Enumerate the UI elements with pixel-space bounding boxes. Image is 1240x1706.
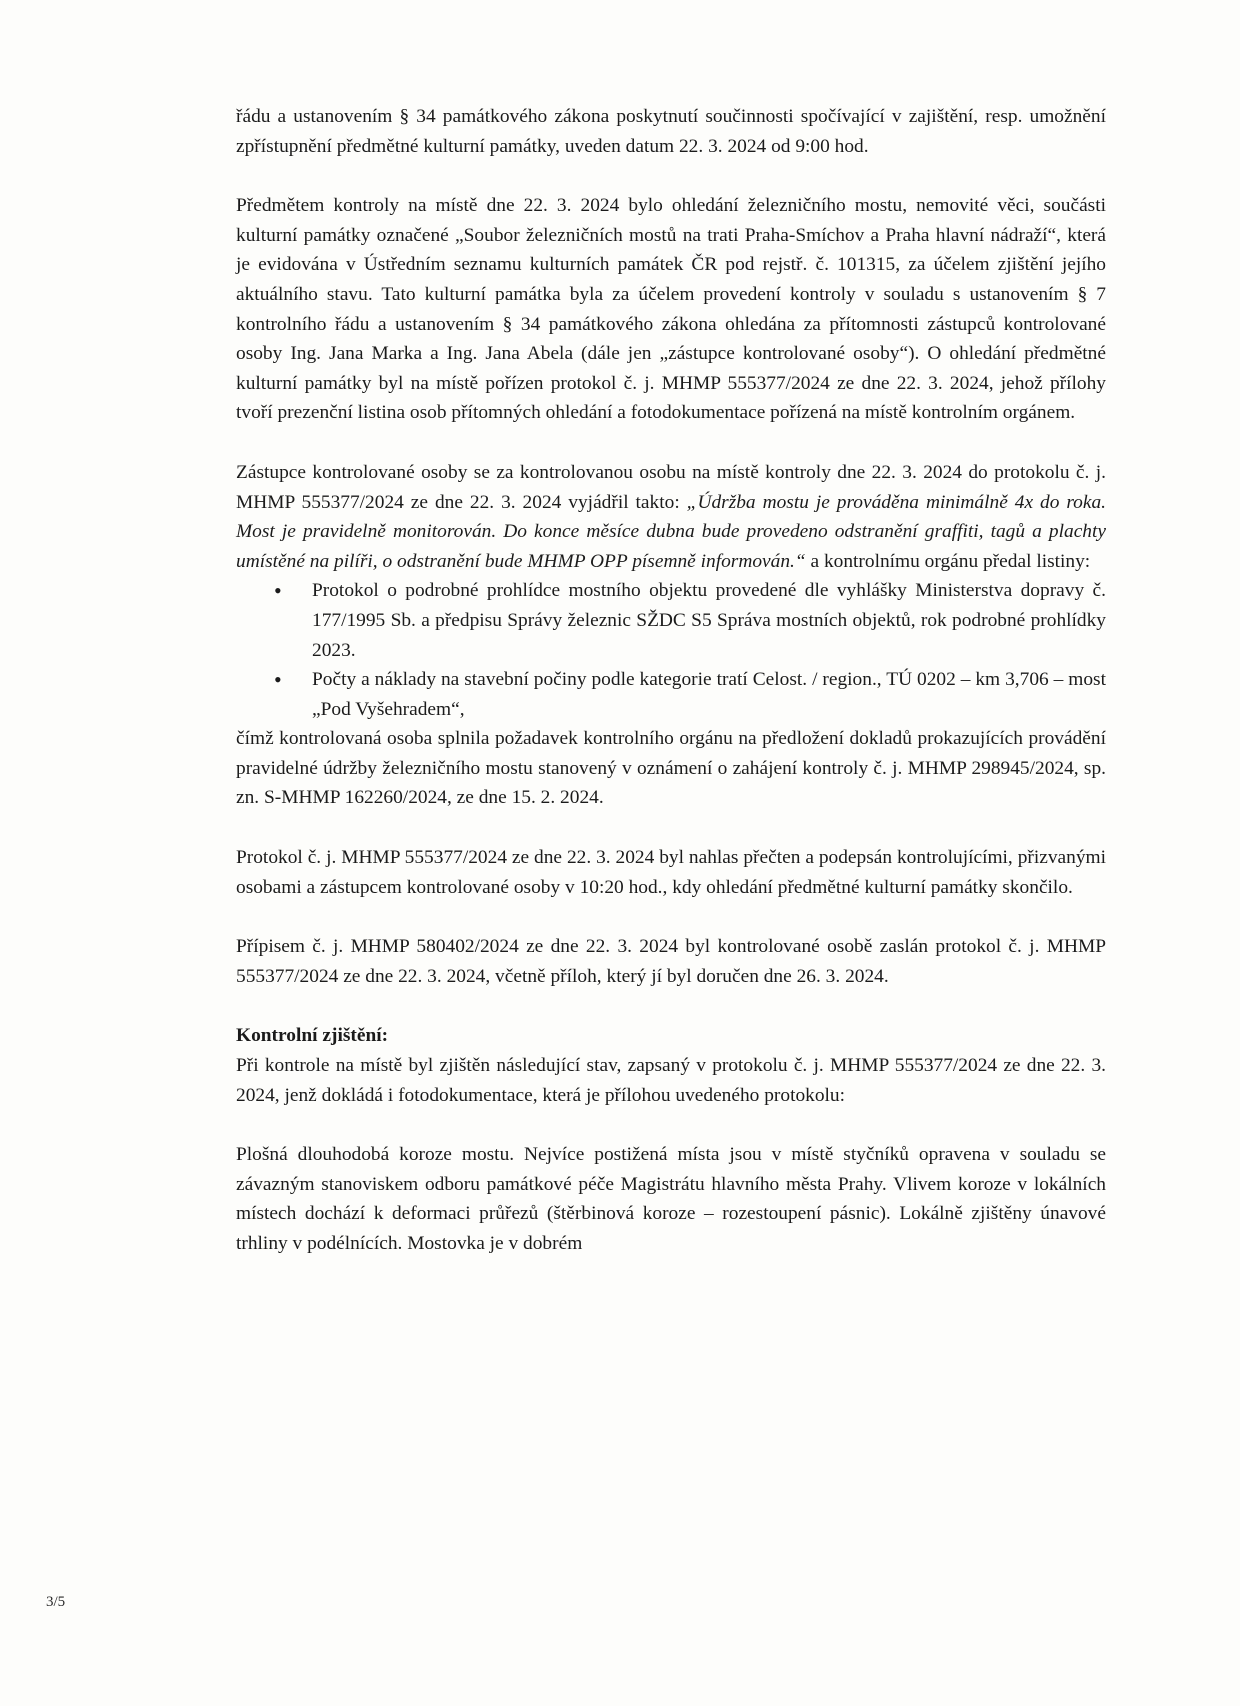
document-body <box>236 102 1106 1259</box>
list-item: • Protokol o podrobné prohlídce mostního objektu provedené dle vyhlášky Ministerstva dopravy č. 177/1995 Sb. a předpisu Správy železnic SŽDC S5 Správa mostních objektů, rok podrobné prohlídky 2023. <box>236 576 1106 665</box>
list-item: • Počty a náklady na stavební počiny podle kategorie tratí Celost. / region., TÚ 0202 – km 3,706 – most „Pod Vyšehradem“, <box>236 665 1106 724</box>
statement-outro: a kontrolnímu orgánu předal listiny: <box>805 550 1091 572</box>
paragraph-corrosion-findings: Plošná dlouhodobá koroze mostu. Nejvíce postižená místa jsou v místě styčníků opravena v souladu se závazným stanoviskem odboru památkové péče Magistrátu hlavního města Prahy. Vlivem koroze v lokálních místech dochází k deformaci průřezů (štěrbinová koroze – rozestoupení pásnic). Lokálně zjištěny únavové trhliny v podélnících. Mostovka je v dobrém <box>236 1144 1106 1254</box>
page-number: 3/5 <box>46 1594 66 1610</box>
paragraph-findings-intro: Při kontrole na místě byl zjištěn následující stav, zapsaný v protokolu č. j. MHMP 555377/2024 ze dne 22. 3. 2024, jenž dokládá i fotodokumentace, která je přílohou uvedeného protokolu: <box>236 1055 1106 1106</box>
paragraph-protocol-sent: Přípisem č. j. MHMP 580402/2024 ze dne 22. 3. 2024 byl kontrolované osobě zaslán protokol č. j. MHMP 555377/2024 ze dne 22. 3. 2024, včetně příloh, který jí byl doručen dne 26. 3. 2024. <box>236 936 1106 987</box>
statement-intro: Zástupce kontrolované osoby se za kontrolovanou osobu na místě kontroly dne 22. 3. 2024 do protokolu č. j. MHMP 555377/2024 ze dne 22. 3. 2024 vyjádřil takto: <box>236 461 1106 513</box>
paragraph-protocol-signed: Protokol č. j. MHMP 555377/2024 ze dne 22. 3. 2024 byl nahlas přečten a podepsán kontrolujícími, přizvanými osobami a zástupcem kontrolované osoby v 10:20 hod., kdy ohledání předmětné kulturní památky skončilo. <box>236 847 1106 898</box>
paragraph-requirement-fulfilled: čímž kontrolovaná osoba splnila požadavek kontrolního orgánu na předložení dokladů prokazujících provádění pravidelné údržby železničního mostu stanovený v oznámení o zahájení kontroly č. j. MHMP 298945/2024, sp. zn. S-MHMP 162260/2024, ze dne 15. 2. 2024. <box>236 728 1106 809</box>
paragraph-1: řádu a ustanovením § 34 památkového zákona poskytnutí součinnosti spočívající v zajištění, resp. umožnění zpřístupnění předmětné kulturní památky, uveden datum 22. 3. 2024 od 9:00 hod. <box>236 106 1106 157</box>
statement-quote: „Údržba mostu je prováděna minimálně 4x do roka. Most je pravidelně monitorován. Do konce měsíce dubna bude provedeno odstranění graffiti, tagů a plachty umístěné na pilíři, o odstranění bude MHMP OPP písemně informován.“ <box>236 491 1107 572</box>
paragraph-inspection-subject: Předmětem kontroly na místě dne 22. 3. 2024 bylo ohledání železničního mostu, nemovité věci, součásti kulturní památky označené „Soubor železničních mostů na trati Praha-Smíchov a Praha hlavní nádraží“, která je evidována v Ústředním seznamu kulturních památek ČR pod rejstř. č. 101315, za účelem zjištění jejího aktuálního stavu. Tato kulturní památka byla za účelem provedení kontroly v souladu s ustanovením § 7 kontrolního řádu a ustanovením § 34 památkového zákona ohledána za přítomnosti zástupců kontrolované osoby Ing. Jana Marka a Ing. Jana Abela (dále jen „zástupce kontrolované osoby“). O ohledání předmětné kulturní památky byl na místě pořízen protokol č. j. MHMP 555377/2024 ze dne 22. 3. 2024, jehož přílohy tvoří prezenční listina osob přítomných ohledání a fotodokumentace pořízená na místě kontrolním orgánem. <box>236 195 1106 424</box>
section-heading-findings: Kontrolní zjištění: <box>236 1025 389 1047</box>
documents-list <box>236 576 1106 724</box>
paragraph-representative-statement <box>236 458 1106 576</box>
